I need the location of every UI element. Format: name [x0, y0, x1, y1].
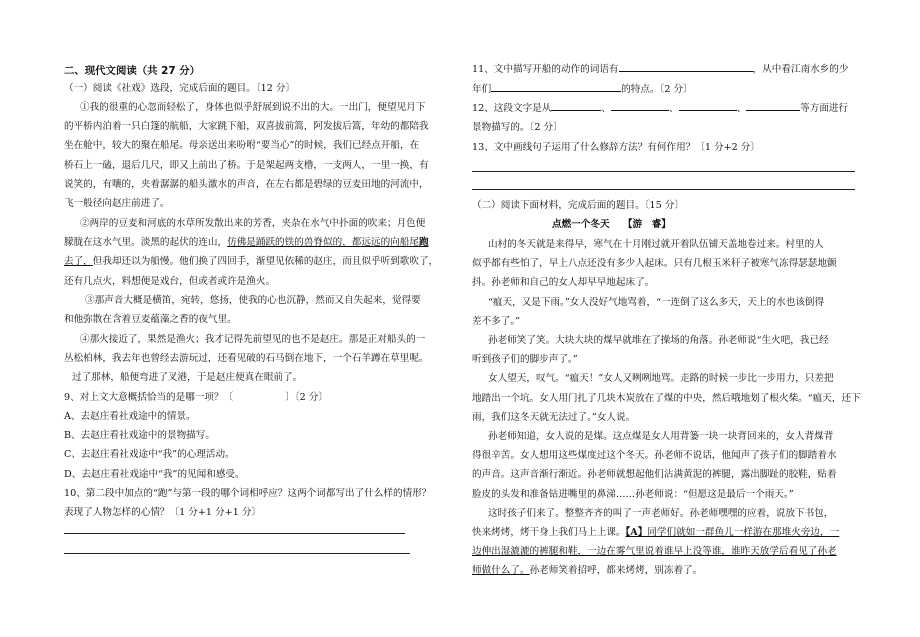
question-points: 的特点。〔2 分〕: [621, 84, 693, 95]
option-d[interactable]: D、去赵庄看社戏途中“我”的见闻和感受。: [64, 468, 245, 480]
question-points: 〕〔2 分〕: [285, 392, 328, 403]
story-line: 听到孩子们的脚步声了。”: [472, 354, 578, 366]
answer-line-q10-2[interactable]: [64, 553, 410, 554]
separator: 、: [601, 103, 611, 114]
option-b[interactable]: B、去赵庄看社戏途中的景物描写。: [64, 430, 215, 442]
passage-text: 朦胧在这水气里。淡黑的起伏的连山，: [64, 237, 228, 249]
passage-text: 但我却还以为船慢。他们换了四回手，渐望见依稀的赵庄，而且似乎听到歌吹了，: [92, 256, 439, 268]
passage-line: 还有几点火，料想便是戏台，但或者或许是渔火。: [64, 275, 276, 287]
underlined-sentence-a: 同学们就如一群鱼儿一样游在那堆火旁边，一: [647, 527, 840, 539]
question-11: [472, 60, 848, 79]
part2-intro: （二）阅读下面材料，完成后面的题目。〔15 分〕: [472, 200, 684, 211]
question-9: [64, 388, 328, 407]
underlined-sentence: 仿佛是踊跃的铁的兽脊似的，都远远的向船尾: [227, 237, 419, 249]
story-line: [472, 561, 861, 580]
question-text: 年们: [472, 84, 492, 95]
story-line: 得很辛苦。女人想用这些煤度过这个冬天。孙老师不说话，他闻声了孩子们的脚踏着水: [472, 450, 837, 462]
story-author: 【游 睿】: [622, 219, 671, 230]
question-12: [472, 99, 848, 118]
question-13: 13、文中画线句子运用了什么修辞方法？有何作用？〔1 分+2 分〕: [472, 142, 760, 153]
separator: 、: [668, 103, 679, 114]
option-a[interactable]: A、去赵庄看社戏途中的情景。: [64, 411, 196, 422]
question-text: 9、对上文大意概括恰当的是哪一项？〔: [64, 392, 234, 403]
answer-line-q13-2[interactable]: [472, 189, 855, 190]
passage-paragraph-3: [64, 291, 421, 329]
options-list: [64, 407, 245, 484]
answer-blank[interactable]: [491, 81, 621, 92]
story-line: 地踏出一个坑。女人用门扎了几块木炭放在了煤的中央，然后哦地划了根火柴。“瘟天，还下: [472, 392, 861, 404]
passage-line: ③那声音大概是横笛，宛转，悠扬，使我的心也沉静，然而又自失起来，觉得要: [85, 295, 421, 306]
answer-blank[interactable]: [551, 100, 601, 111]
emphasized-word-pao: 跑: [418, 237, 429, 249]
question-text: 12、这段文字是从: [472, 103, 552, 114]
separator: 、: [736, 103, 747, 114]
question-10: [64, 484, 431, 522]
story-line: 的声音。这声音渐行渐近。孙老师就想起他们沾满黄泥的裤腿，露出脚趾的胶鞋，贴着: [472, 469, 837, 481]
question-11-cont: [472, 80, 693, 99]
passage-line: 的平桥内泊着一只白篷的航船，大家跳下船，双喜拔前篙，阿发拔后篙，年幼的都陪我: [64, 121, 429, 133]
passage-line: 过了那林，船便弯进了叉港，于是赵庄便真在眼前了。: [72, 372, 303, 384]
answer-blank[interactable]: [611, 100, 669, 111]
story-line: 脸皮的头发和准备钻进嘴里的鼻涕……孙老师说：“但愿这是最后一个雨天。”: [472, 488, 794, 500]
passage-line: 飞一般径向赵庄前进了。: [64, 198, 170, 210]
answer-blank[interactable]: [746, 100, 800, 111]
marker-a: 【A】: [625, 527, 648, 539]
story-line: “瘟天，又是下雨。”女人没好气地骂着，“一连倒了这么多天，天上的水也该倒得: [488, 296, 825, 308]
story-line: 女人望天，叹气。“瘟天！”女人又咧咧地骂。走路的时候一步比一步用力，只差把: [488, 373, 834, 385]
passage-line: ④那火接近了，果然是渔火；我才记得先前望见的也不是赵庄。那是正对船头的一: [80, 334, 426, 345]
story-line: 山村的冬天就是来得早，寒气在十月刚过就开着队伍铺天盖地卷过来。村里的人: [488, 239, 824, 250]
story-line: 抖。孙老师和自己的女人却早早地起床了。: [472, 277, 655, 289]
story-line: 孙老师知道，女人说的是煤。这点煤是女人用背篓一块一块背回来的，女人背煤背: [488, 431, 834, 443]
answer-line-q13-1[interactable]: [472, 171, 855, 172]
story-line: 差不多了。”: [472, 315, 521, 327]
question-line: 10、第二段中加点的“跑”与第一段的哪个词相呼应？这两个词都写出了什么样的情形？: [64, 488, 432, 499]
passage-line: 和他弥散在含着豆麦蕴藻之香的夜气里。: [64, 314, 237, 326]
story-line: [472, 523, 861, 542]
passage-line: 坐在舱中，较大的聚在船尾。母亲送出来吩咐“要当心”的时候，我们已经点开船，在: [64, 140, 420, 152]
story-line: 雨，我们这冬天就无法过了。”女人说。: [472, 411, 636, 423]
answer-blank[interactable]: [619, 61, 753, 72]
question-line: 表现了人物怎样的心情？〔1 分+1 分+1 分〕: [64, 507, 262, 519]
passage-line: [64, 252, 438, 271]
question-text: 等方面进行: [800, 103, 849, 114]
answer-line-q10-1[interactable]: [64, 533, 405, 534]
underlined-sentence-a-end: 师做什么了。: [472, 565, 530, 577]
story-title: 点燃一个冬天: [552, 219, 610, 230]
question-text: ，从中看江南水乡的少: [752, 64, 849, 75]
question-text: 11、文中描写开船的动作的词语有: [472, 64, 619, 75]
story-heading: [552, 215, 671, 234]
story-body: [472, 235, 861, 581]
part1-intro: （一）阅读《社戏》选段，完成后面的题目。〔12 分〕: [64, 83, 296, 94]
passage-line: ①我的很重的心忽而轻松了，身体也似乎舒展到说不出的大。一出门，便望见月下: [80, 102, 426, 113]
question-12-cont: 景物描写的。〔2 分〕: [472, 122, 563, 133]
passage-line: [64, 233, 438, 252]
passage-line: 桥石上一磕，退后几尺，即又上前出了桥。于是架起两支橹，一支两人，一里一换，有: [64, 159, 429, 171]
passage-line: ②两岸的豆麦和河底的水草所发散出来的芳香，夹杂在水气中扑面的吹来；月色便: [80, 218, 426, 229]
passage-paragraph-2: [64, 214, 438, 291]
story-line: 孙老师笑了笑。大块大块的煤早就堆在了操场的角落。孙老师说“生火吧，我已经: [488, 335, 829, 347]
passage-line: 说笑的，有嚷的，夹着潺潺的船头激水的声音，在左右都是碧绿的豆麦田地的河流中，: [64, 178, 429, 190]
story-line: 似乎都有些怕了，早上八点还没有多少人起床。只有几根玉米秆子被寒气冻得瑟瑟地颤: [472, 258, 837, 270]
story-line: 这时孩子们来了。整整齐齐的叫了一声老师好。孙老师嘿嘿的应着，说放下书包，: [488, 507, 834, 519]
passage-paragraph-1: [64, 98, 429, 213]
underlined-sentence-a-line: 边伸出湿漉漉的裤腿和鞋，一边在雾气里说着谁早上没等谁，谁昨天放学后看见了孙老: [472, 546, 837, 558]
story-text: 快来烤烤，烤干身上我们马上上课。: [472, 527, 626, 539]
underlined-sentence-end: 去了，: [64, 256, 93, 268]
story-text: 孙老师笑着招呼，都来烤烤，别冻着了。: [529, 565, 703, 577]
passage-paragraph-4: [64, 330, 429, 388]
passage-line: 丛松柏林，我去年也曾经去游玩过，还看见破的石马倒在地下，一个石羊蹲在草里呢。: [64, 353, 429, 365]
section-title: 二、现代文阅读（共 27 分）: [64, 65, 200, 77]
option-c[interactable]: C、去赵庄看社戏途中“我”的心理活动。: [64, 449, 235, 461]
answer-blank[interactable]: [679, 100, 737, 111]
